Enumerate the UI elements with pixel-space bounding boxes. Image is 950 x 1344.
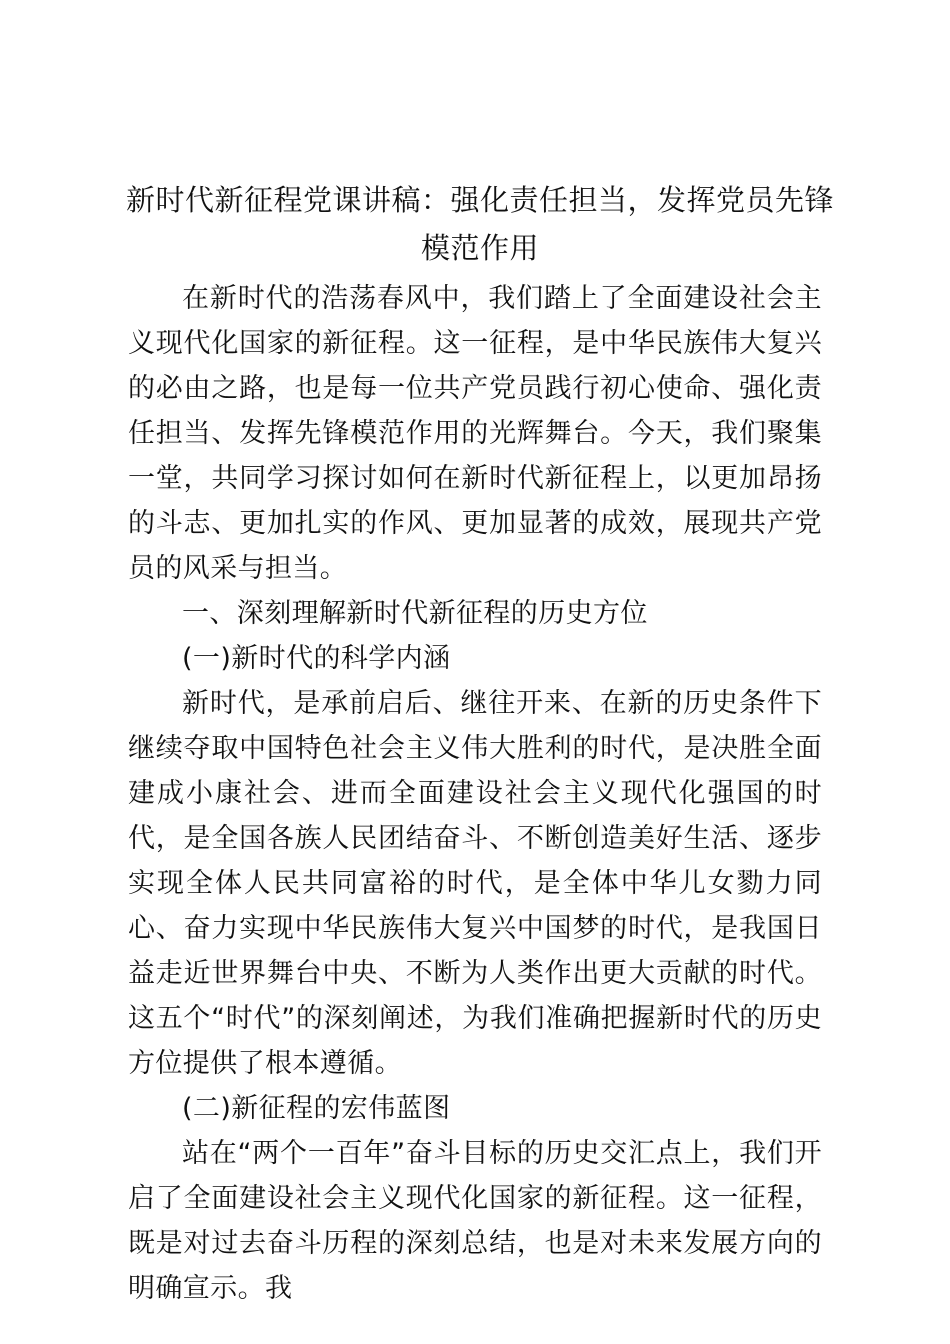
- title-line-1: 新时代新征程党课讲稿：强化责任担当，发挥党员先锋: [125, 183, 834, 217]
- subsection-heading-2: (二)新征程的宏伟蓝图: [182, 1093, 451, 1124]
- body-paragraph-new-era: 新时代，是承前启后、继往开来、在新的历史条件下继续夺取中国特色社会主义伟大胜利的时代，是决胜全面建成小康社会、进而全面建设社会主义现代化强国的时代，是全国各族人民团结奋斗、不断创造美好生活、逐步实现全体人民共同富裕的时代，是全体中华儿女勠力同心、奋力实现中华民族伟大复兴中国梦的时代，是我国日益走近世界舞台中央、不断为人类作出更大贡献的时代。这五个“时代”的深刻阐述，为我们准确把握新时代的历史方位提供了根本遵循。: [128, 688, 822, 1079]
- subsection-heading-1: (一)新时代的科学内涵: [182, 643, 451, 674]
- title-line-2: 模范作用: [420, 231, 539, 265]
- document-title: [120, 176, 840, 272]
- section-heading-1: 一、深刻理解新时代新征程的历史方位: [182, 598, 648, 629]
- body-paragraph-new-journey: 站在“两个一百年”奋斗目标的历史交汇点上，我们开启了全面建设社会主义现代化国家的新征程。这一征程，既是对过去奋斗历程的深刻总结，也是对未来发展方向的明确宣示。我: [128, 1138, 822, 1304]
- intro-paragraph: 在新时代的浩荡春风中，我们踏上了全面建设社会主义现代化国家的新征程。这一征程，是中华民族伟大复兴的必由之路，也是每一位共产党员践行初心使命、强化责任担当、发挥先锋模范作用的光辉舞台。今天，我们聚集一堂，共同学习探讨如何在新时代新征程上，以更加昂扬的斗志、更加扎实的作风、更加显著的成效，展现共产党员的风采与担当。: [128, 283, 822, 584]
- document-body: [128, 276, 822, 1311]
